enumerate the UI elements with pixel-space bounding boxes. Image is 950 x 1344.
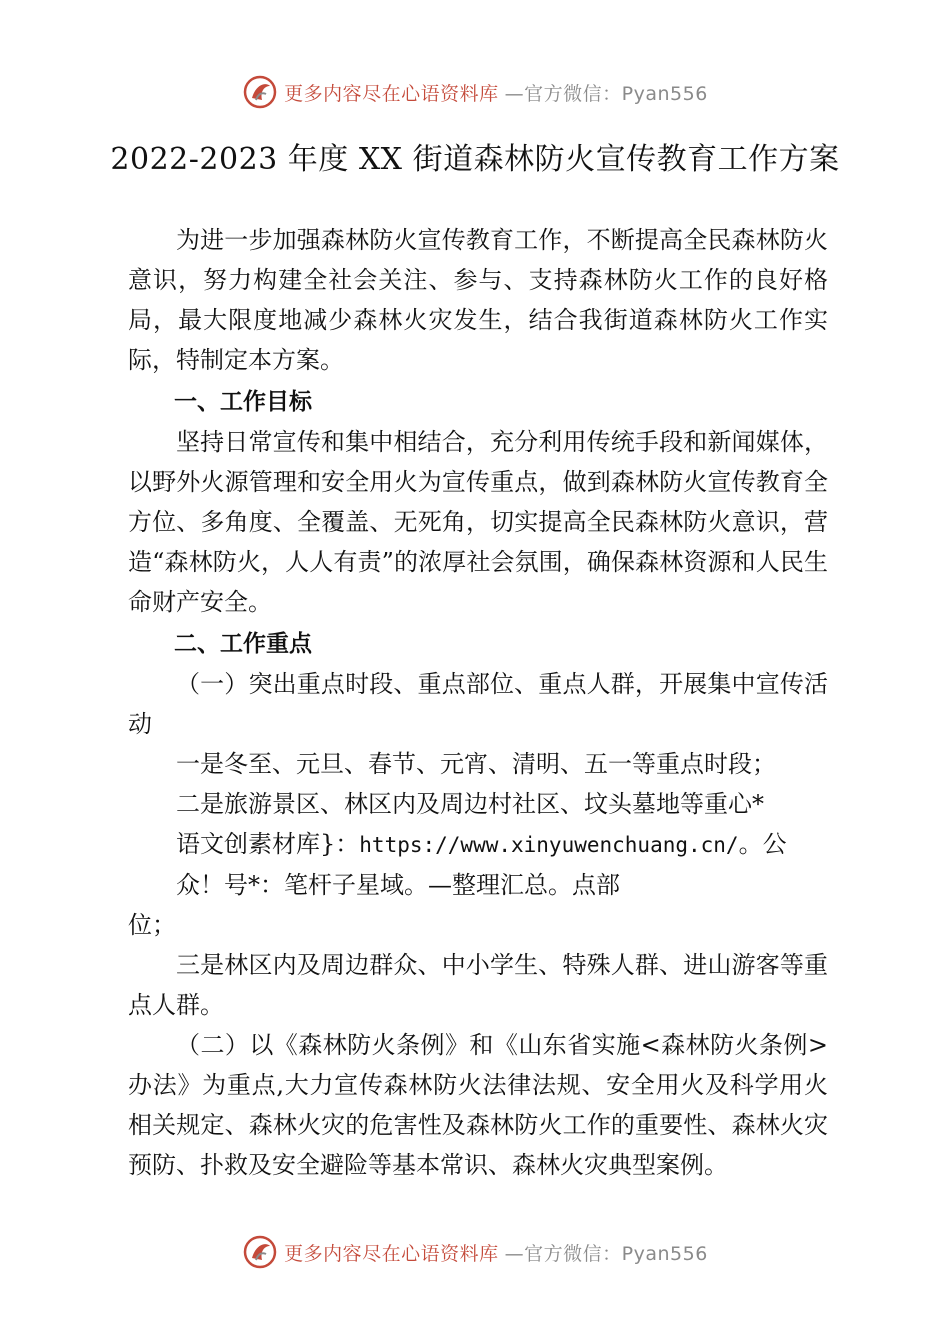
focus-subheading-1: （一）突出重点时段、重点部位、重点人群，开展集中宣传活动 <box>128 670 828 738</box>
document-title: 2022-2023 年度 XX 街道森林防火宣传教育工作方案 <box>110 142 840 177</box>
section-heading-goals: 一、工作目标 <box>174 389 312 415</box>
focus-item-locations: 二是旅游景区、林区内及周边村社区、坟头墓地等重心* <box>176 790 764 818</box>
focus-item-locations-cont2: 众！号*：笔杆子星域。—整理汇总。点部 <box>176 871 620 899</box>
focus-item-locations-cont <box>128 824 828 865</box>
watermark-text-main: 更多内容尽在心语资料库 <box>284 82 499 105</box>
watermark-text-wechat: —官方微信：Pyan556 <box>504 1242 708 1265</box>
focus-item-locations-end: 位； <box>128 911 176 939</box>
source-url-link[interactable]: https://www.xinyuwenchuang.cn/ <box>359 833 739 857</box>
watermark-banner-top <box>0 72 950 112</box>
focus-item-periods: 一是冬至、元旦、春节、元宵、清明、五一等重点时段； <box>176 750 776 778</box>
section-heading-focus: 二、工作重点 <box>174 631 312 657</box>
source-suffix: 。公 <box>738 830 787 858</box>
watermark-text-main: 更多内容尽在心语资料库 <box>284 1242 499 1265</box>
watermark-text-wechat: —官方微信：Pyan556 <box>504 82 708 105</box>
focus-subheading-2: （二）以《森林防火条例》和《山东省实施<森林防火条例> 办法》为重点,大力宣传森林防火法律法规、安全用火及科学用火相关规定、森林火灾的危害性及森林防火工作的重要性、森林火灾预防、扑救及安全避险等基本常识、森林火灾典型案例。 <box>128 1031 828 1179</box>
focus-item-groups: 三是林区内及周边群众、中小学生、特殊人群、进山游客等重点人群。 <box>128 951 828 1019</box>
goals-paragraph: 坚持日常宣传和集中相结合，充分利用传统手段和新闻媒体，以野外火源管理和安全用火为宣传重点，做到森林防火宣传教育全方位、多角度、全覆盖、无死角，切实提高全民森林防火意识，营造“森林防火，人人有责”的浓厚社会氛围，确保森林资源和人民生命财产安全。 <box>128 428 828 616</box>
flame-swirl-logo-icon <box>242 1234 278 1270</box>
intro-paragraph: 为进一步加强森林防火宣传教育工作，不断提高全民森林防火意识，努力构建全社会关注、参与、支持森林防火工作的良好格局，最大限度地减少森林火灾发生，结合我街道森林防火工作实际，特制定本方案。 <box>128 226 828 374</box>
document-body <box>128 220 828 1185</box>
flame-swirl-logo-icon <box>242 74 278 110</box>
watermark-banner-bottom <box>0 1232 950 1272</box>
source-label: 语文创素材库}： <box>176 830 360 858</box>
